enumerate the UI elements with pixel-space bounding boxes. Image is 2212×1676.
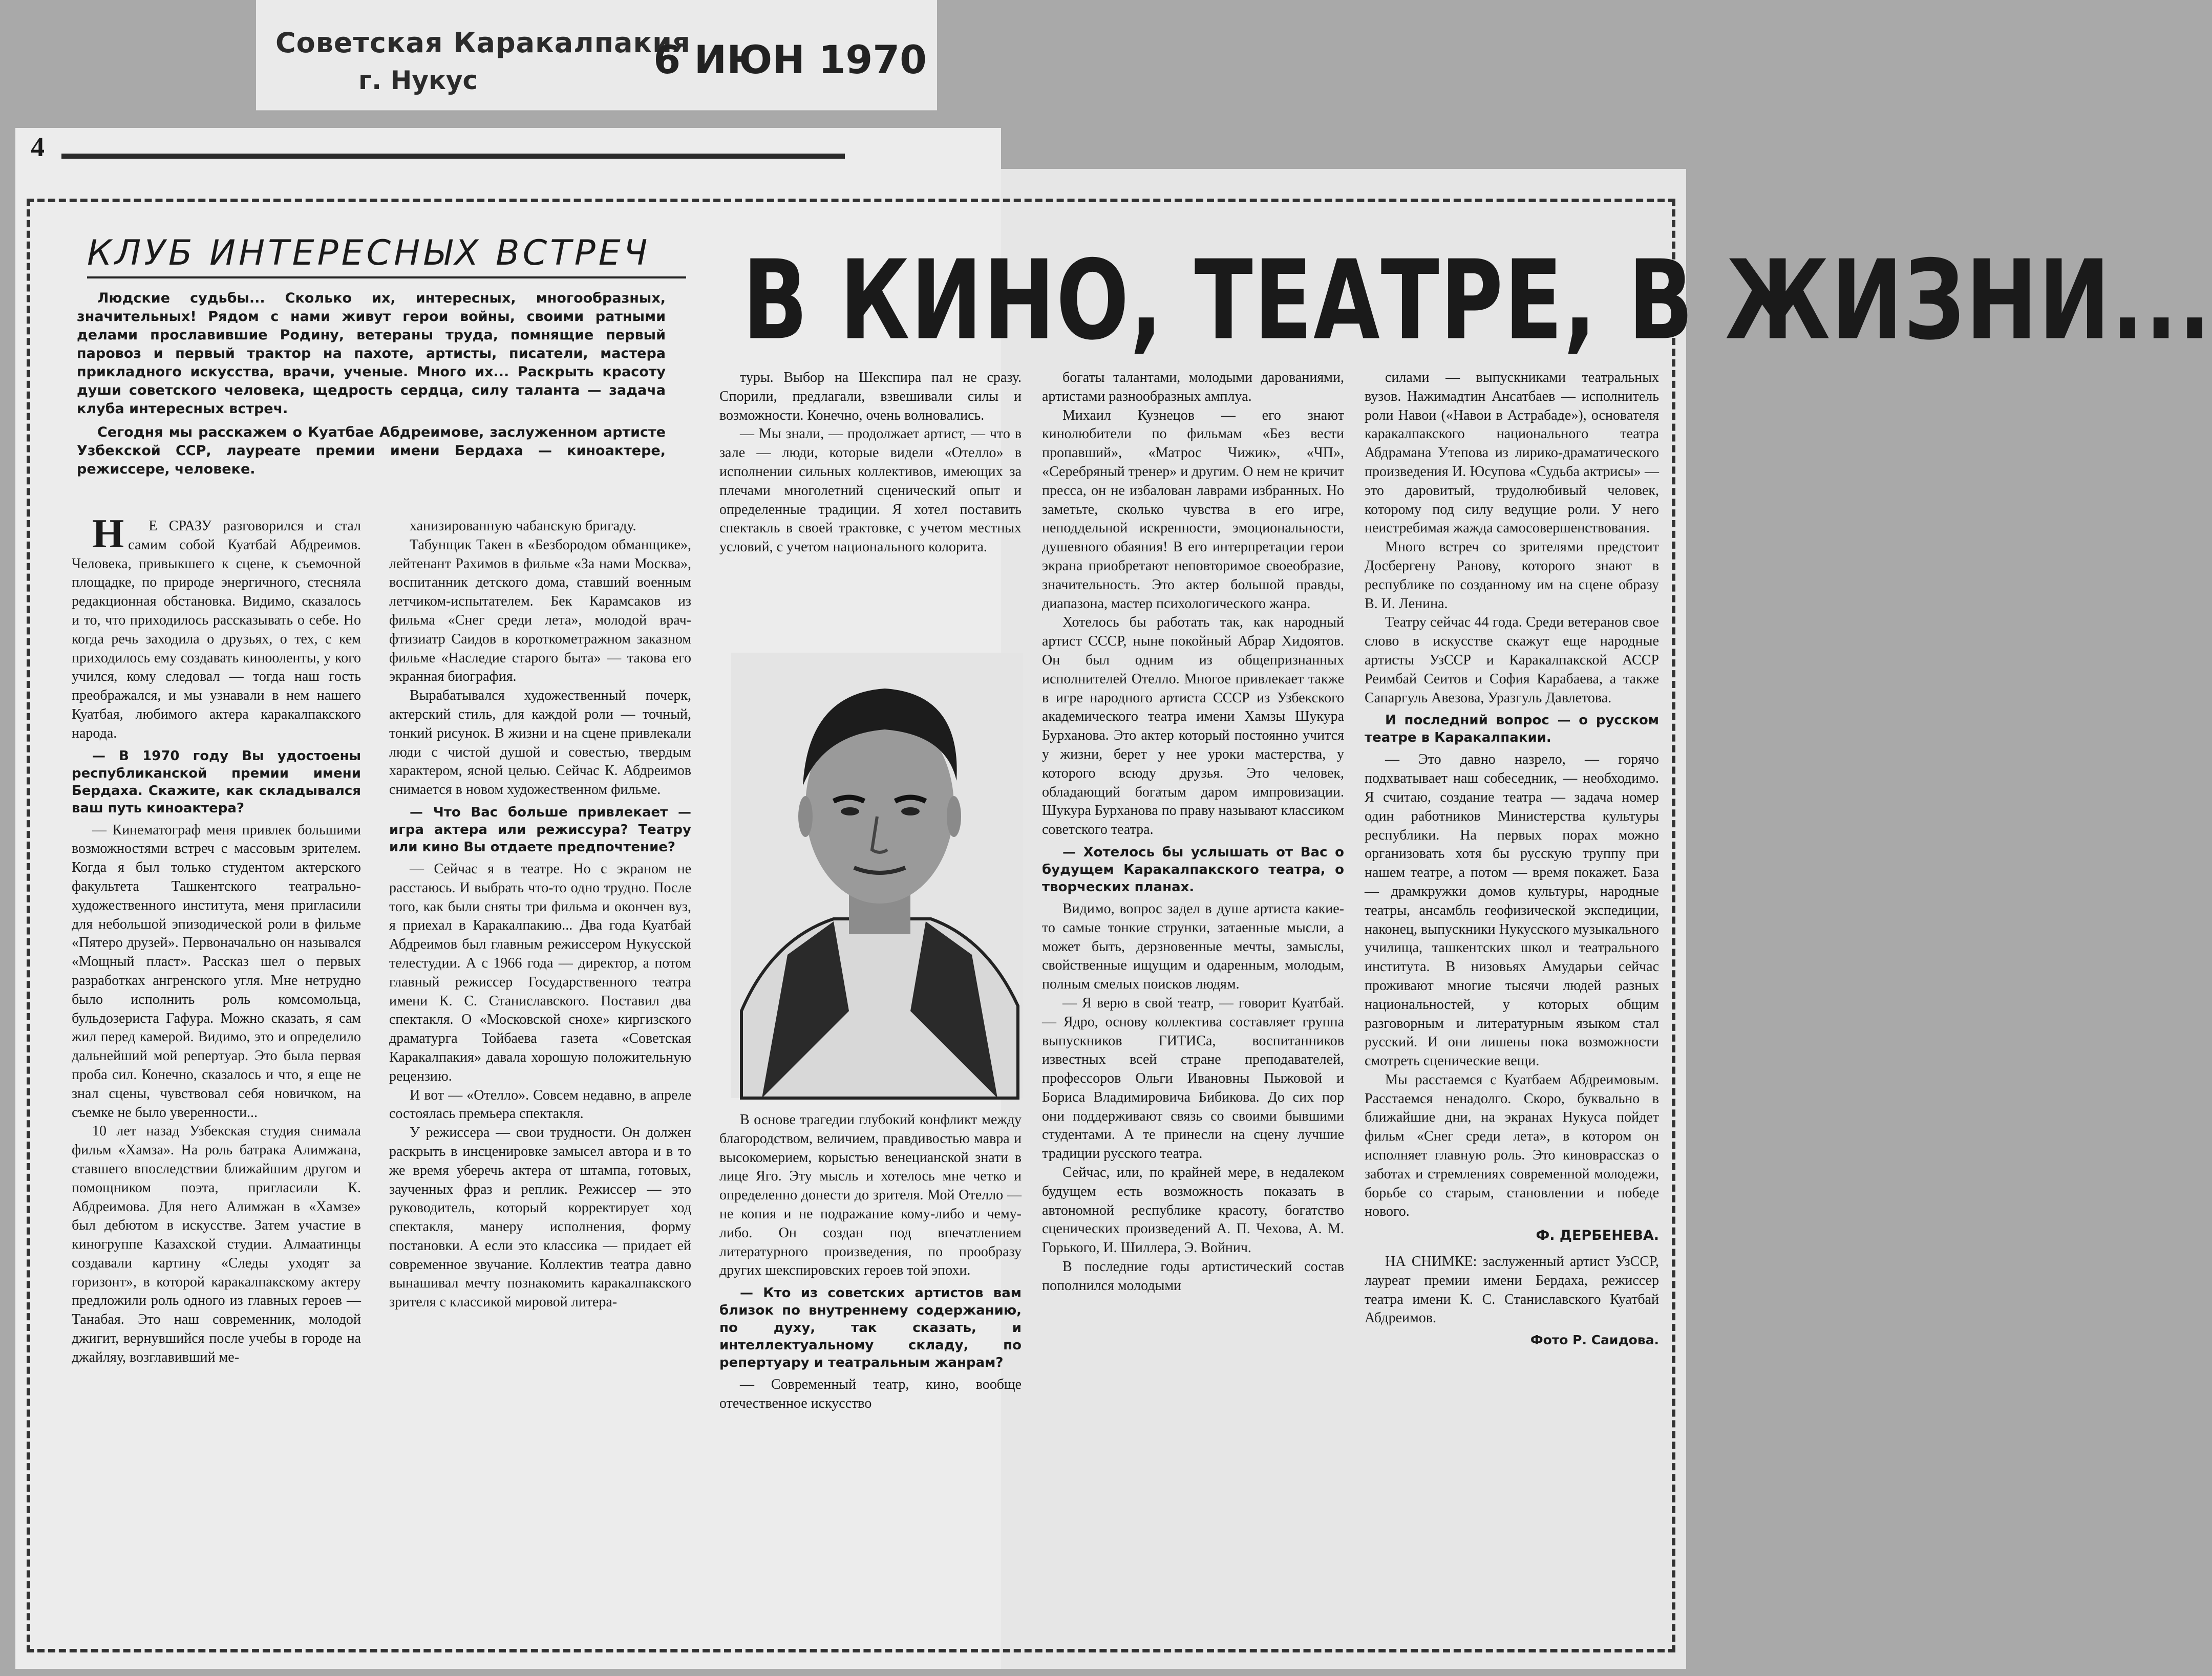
- text-column-5: [1365, 369, 1659, 1350]
- body-paragraph: Много встреч со зрителями предстоит Досбергену Ранову, которого знают в республике по созданному им на сцене образу В. И. Ленина.: [1365, 539, 1659, 612]
- text-column-3-top: [719, 369, 1022, 557]
- photo-credit: Фото Р. Саидова.: [1530, 1333, 1659, 1348]
- rubric-title: КЛУБ ИНТЕРЕСНЫХ ВСТРЕЧ: [87, 233, 686, 278]
- stamp-date: 6 ИЮН 1970: [653, 37, 927, 82]
- interview-question: — Хотелось бы услышать от Вас о будущем Каракалпакского театра, о творческих планах.: [1042, 844, 1344, 895]
- photo-caption: НА СНИМКЕ: заслуженный артист УзССР, лауреат премии имени Бердаха, режиссер театра имени К. С. Станиславского Куатбай Абдреимов.: [1365, 1254, 1659, 1326]
- portrait-image: [731, 653, 1023, 1098]
- page-number: 4: [31, 132, 45, 162]
- body-paragraph: — Это давно назрело, — горячо подхватывает наш собеседник, — необходимо. Я считаю, создание театра — задача номер один работников Министерства культуры республики. На первых порах можно организовать хотя бы русскую труппу при нашем театре, а потом — время покажет. База — драмкружки домов культуры, народные театры, ансамбль геофизической экспедиции, наконец, выпускники Нукусского музыкального училища, ташкентских школ и театрального института. В низовьях Амударьи сейчас проживают многие тысячи людей разных национальностей, у которых общим разговорным и литературным языком стал русский. И они лишены пока возможности смотреть сценические вещи.: [1365, 751, 1659, 1069]
- body-paragraph: силами — выпускниками театральных вузов. Нажимадтин Ансатбаев — исполнитель роли Навои («Навои в Астрабаде»), основателя каракалпакского национального театра Абдрамана Утепова из лирико-драматического произведения И. Юсупова «Судьба актрисы» — это даровитый, трудолюбивый человек, которому под силу ведущие роли. У него неистребимая жажда самосовершенствования.: [1365, 370, 1659, 536]
- text-column-1: [72, 511, 361, 1367]
- lead-paragraph: [77, 289, 666, 484]
- body-paragraph: И вот — «Отелло». Совсем недавно, в апреле состоялась премьера спектакля.: [389, 1087, 691, 1122]
- interview-question: — В 1970 году Вы удостоены республиканской премии имени Бердаха. Скажите, как складывался ваш путь киноактера?: [72, 748, 361, 816]
- body-paragraph: ханизированную чабанскую бригаду.: [410, 518, 636, 534]
- body-paragraph: Сейчас, или, по крайней мере, в недалеком будущем есть возможность показать в автономной республике красоту, богатство сценических произведений А. П. Чехова, А. М. Горького, И. Шиллера, Э. Войнич.: [1042, 1165, 1344, 1256]
- body-paragraph: 10 лет назад Узбекская студия снимала фильм «Хамза». На роль батрака Алимжана, ставшего впоследствии ближайшим другом и помощником поэта, пригласили К. Абдреимова. Для него Алимжан в «Хамзе» был дебютом в искусстве. Затем участие в киногруппе Казахской студии. Алмаатинцы создавали картину «Следы уходят за горизонт», в которой каракалпакскому актеру предложили роль одного из главных героев — Танабая. Это наш современник, молодой джигит, вернувшийся после учебы в городе на джайляу, возглавивший ме-: [72, 1123, 361, 1365]
- lead-text: Сегодня мы расскажем о Куатбае Абдреимове, заслуженном артисте Узбекской ССР, лауреате премии имени Бердаха — киноактере, режиссере, человеке.: [77, 424, 666, 477]
- interview-question: — Что Вас больше привлекает — игра актера или режиссура? Театру или кино Вы отдаете предпочтение?: [389, 804, 691, 855]
- archive-stamp: [256, 0, 937, 111]
- body-paragraph: НЕ СРАЗУ разговорился и стал самим собой Куатбай Абдреимов. Человека, привыкшего к сцене, к съемочной площадке, по природе энергичного, стесняла редакционная обстановка. Видимо, сказалось и то, что приходилось рассказывать о себе. Но когда речь заходила о друзьях, о тех, с кем приходилось ему создавать кинооленты, у кого учился, кому следовал — тогда наш гость преображался, и мы узнавали в нем нашего Куатбая, любимого актера каракалпакского народа.: [72, 511, 361, 741]
- text-column-4: [1042, 369, 1344, 1296]
- body-paragraph: туры. Выбор на Шекспира пал не сразу. Спорили, предлагали, взвешивали силы и возможности. Конечно, очень волновались.: [719, 370, 1022, 423]
- body-paragraph: Вырабатывался художественный почерк, актерский стиль, для каждой роли — точный, тонкий рисунок. В жизни и на сцене привлекали люди с чистой душой и совестью, твердым характером, ясной целью. Сейчас К. Абдреимов снимается в новом художественном фильме.: [389, 687, 691, 798]
- interview-question: — Кто из советских артистов вам близок по внутреннему содержанию, по духу, так сказать, и интеллектуальному складу, по репертуару и театральным жанрам?: [719, 1285, 1022, 1371]
- body-paragraph: Михаил Кузнецов — его знают кинолюбители по фильмам «Без вести пропавший», «Матрос Чижик», «ЧП», «Серебряный тренер» и другим. О нем не кричит пресса, он не избалован лаврами избранных. Но заметьте, сколько чувства в его игре, неподдельной искренности, эмоциональности, душевного обаяния! В его интерпретации герои экрана приобретают неповторимое своеобразие, значительность. Это актер большой правды, диапазона, мастер психологического жанра.: [1042, 407, 1344, 612]
- interview-question: И последний вопрос — о русском театре в Каракалпакии.: [1365, 713, 1659, 746]
- body-paragraph: — Кинематограф меня привлек большими возможностями встреч с массовым зрителем. Когда я был только студентом актерского факультета Ташкентского театрально-художественного института, меня пригласили для небольшой эпизодической роли в фильме «Пятеро друзей». Первоначально он назывался «Мощный пласт». Рассказ шел о первых разработках ангренского угля. Мне нетрудно было исполнить роль комсомольца, бульдозериста Гафура. Можно сказать, я сам жил перед камерой. Видимо, это и определило дальнейший мой репертуар. Это была первая проба сил. Конечно, сказалось и что, я еще не знал сцены, чувствовал себя новичком, на съемке не было уверенности...: [72, 822, 361, 1121]
- body-paragraph: У режиссера — свои трудности. Он должен раскрыть в инсценировке замысел автора и в то же время уберечь актера от штампа, готовых, заученных фраз и реплик. Режиссер — это руководитель, который корректирует ход спектакля, манеру исполнения, форму постановки. А если это классика — придает ей современное звучание. Коллектив театра давно вынашивал мечту познакомить каракалпакского зрителя с классикой мировой литера-: [389, 1125, 691, 1310]
- body-paragraph: — Современный театр, кино, вообще отечественное искусство: [719, 1377, 1022, 1411]
- stamp-newspaper-name: Советская Каракалпакия: [275, 27, 691, 59]
- body-paragraph: Мы расстаемся с Куатбаем Абдреимовым. Расстаемся ненадолго. Скоро, буквально в ближайшие дни, на экранах Нукуса пойдет фильм «Снег среди лета», в котором он исполняет главную роль. Это киноврассказ о заботах и стремлениях современной молодежи, борьбе со старым, становлении и победе нового.: [1365, 1071, 1659, 1220]
- text-column-2: [389, 517, 691, 1312]
- body-paragraph: Театру сейчас 44 года. Среди ветеранов свое слово в искусстве скажут еще народные артисты УзССР и Каракалпакской АССР Реимбай Сеитов и София Карабаева, а также Сапаргуль Авезова, Уразгуль Давлетова.: [1365, 614, 1659, 706]
- article-headline: В КИНО, ТЕАТРЕ, В ЖИЗНИ...: [742, 236, 2212, 364]
- body-paragraph: — Я верю в свой театр, — говорит Куатбай. — Ядро, основу коллектива составляет группа выпускников ГИТИСа, воспитанников известных всей стране преподавателей, профессоров Ольги Ивановны Пыжовой и Бориса Владимировича Бибикова. До сих пор они поддерживают связь со своими бывшими студентами. А те принесли на сцену лучшие традиции русского театра.: [1042, 995, 1344, 1162]
- body-paragraph: Хотелось бы работать так, как народный артист СССР, ныне покойный Абрар Хидоятов. Он был одним из общепризнанных исполнителей Отелло. Многое привлекает также в игре народного артиста СССР из Узбекского академического театра имени Хамзы Шукура Бурханова. Это актер который постоянно учится у жизни, берет у нее уроки мастерства, у которого всюду друзья. Это человек, обладающий богатым даром импровизации. Шукура Бурханова по праву называют классиком советского театра.: [1042, 614, 1344, 838]
- body-paragraph: В основе трагедии глубокий конфликт между благородством, величием, правдивостью мавра и высокомерием, корыстью венецианской знати в лице Яго. Эту мысль и хотелось мне четко и определенно донести до зрителя. Мой Отелло — не копия и не подражание кому-либо и чему-либо. Он создан под впечатлением литературного произведения, по прообразу других шекспировских героев той эпохи.: [719, 1112, 1022, 1279]
- author-signature: Ф. ДЕРБЕНЕВА.: [1536, 1228, 1659, 1244]
- body-paragraph: Видимо, вопрос задел в душе артиста какие-то самые тонкие струнки, затаенные мысли, а может быть, дерзновенные мечты, замыслы, свойственные ищущим и одаренным, молодым, полным смелых поисков людям.: [1042, 900, 1344, 993]
- body-paragraph: В последние годы артистический состав пополнился молодыми: [1042, 1259, 1344, 1294]
- body-paragraph: богаты талантами, молодыми дарованиями, артистами разнообразных амплуа.: [1042, 370, 1344, 404]
- text-column-3-bottom: [719, 1111, 1022, 1413]
- body-paragraph: — Сейчас я в театре. Но с экраном не расстаюсь. И выбрать что-то одно трудно. После того, как были сняты три фильма и окончен вуз, я приехал в Каракалпакию... Два года Куатбай Абдреимов был главным режиссером Нукусской телестудии. А с 1966 года — директор, а потом главный режиссер Государственного театра имени К. С. Станиславского. Поставил два спектакля. О «Московской снохе» киргизского драматурга Тойбаева газета «Советская Каракалпакия» давала хорошую положительную рецензию.: [389, 861, 691, 1084]
- page-rule: [61, 154, 845, 159]
- stamp-city: г. Нукус: [358, 66, 478, 95]
- body-paragraph: Табунщик Такен в «Безбородом обманщике», лейтенант Рахимов в фильме «За нами Москва», воспитанник детского дома, ставший военным летчиком-испытателем. Бек Карамсаков из фильма «Снег среди лета», молодой врач-фтизиатр Саидов в короткометражном заказном фильме «Наследие старого быта» — такова его экранная биография.: [389, 536, 691, 685]
- lead-text: Людские судьбы... Сколько их, интересных, многообразных, значительных! Рядом с нами живут герои войны, своими ратными делами прославившие Родину, ветераны труда, помнящие первый паровоз и первый трактор на пахоте, артисты, писатели, мастера прикладного искусства, врачи, ученые. Много их... Раскрыть красоту души советского человека, щедрость сердца, силу таланта — задача клуба интересных встреч.: [77, 290, 666, 417]
- portrait-photo: [731, 653, 1023, 1098]
- body-paragraph: — Мы знали, — продолжает артист, — что в зале — люди, которые видели «Отелло» в исполнении сильных коллективов, имеющих за плечами многолетний сценический опыт и определенные традиции. Я хотел поставить спектакль в своей трактовке, с учетом местных условий, с учетом национального колорита.: [719, 426, 1022, 555]
